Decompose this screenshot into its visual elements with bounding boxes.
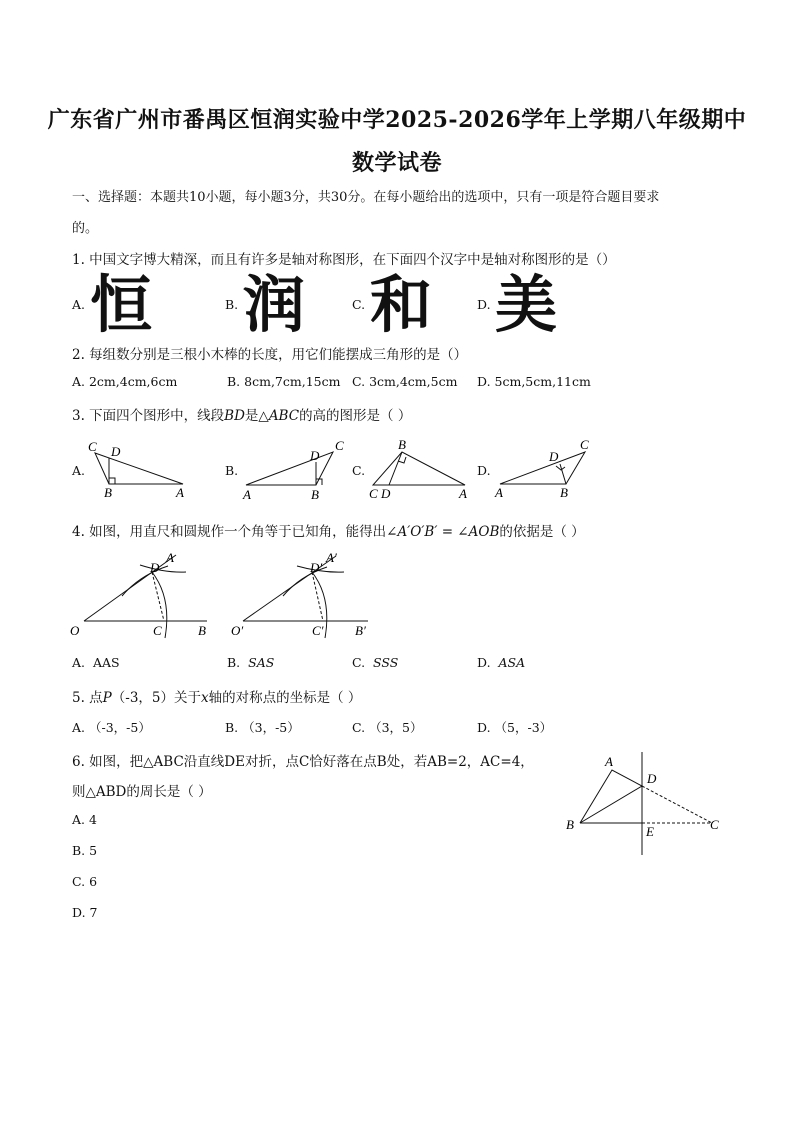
q5-stem-pre: 5. 点 <box>72 690 103 706</box>
q6-vertex-e: E <box>646 824 654 839</box>
q3d-vertex-b: B <box>560 485 568 500</box>
q4f2-vertex-a: A′ <box>326 550 337 565</box>
q3c-vertex-d: D <box>381 486 391 501</box>
q4-option-a-text: AAS <box>92 655 120 670</box>
q4f1-vertex-a: A <box>166 550 174 565</box>
q4f1-vertex-d: D <box>150 560 160 575</box>
q3a-vertex-a: A <box>176 485 184 500</box>
q5-option-a[interactable]: A. （-3，-5） <box>72 720 151 735</box>
q3d-vertex-d: D <box>549 449 559 464</box>
q3d-vertex-c: C <box>580 437 589 452</box>
q4-stem-pre: 4. 如图，用直尺和圆规作一个角等于已知角，能得出 <box>72 524 387 540</box>
q4-option-c-text: SSS <box>373 655 399 670</box>
q5-option-d[interactable]: D. （5，-3） <box>477 720 553 735</box>
q3-stem-pre: 3. 下面四个图形中，线段 <box>72 408 225 424</box>
q6-vertex-a: A <box>605 754 613 769</box>
q1-option-d-char: 美 <box>495 268 558 341</box>
q5-stem-x: x <box>201 690 209 706</box>
q4f1-vertex-b: B <box>198 623 206 638</box>
q3-figure-a <box>95 453 183 484</box>
exam-title: 广东省广州市番禺区恒润实验中学2025-2026学年上学期八年级期中 <box>47 107 747 133</box>
q4f2-vertex-c: C′ <box>312 623 324 638</box>
q3-stem-mid: 是△ <box>244 408 269 424</box>
q4-option-b-text: SAS <box>248 655 275 670</box>
q1-option-b-char: 润 <box>243 268 306 341</box>
q2-option-c[interactable]: C. 3cm,4cm,5cm <box>352 374 458 389</box>
q4-stem-formula: ∠A′O′B′ = ∠AOB <box>386 524 500 540</box>
q4f1-vertex-o: O <box>70 623 80 638</box>
q6-option-b[interactable]: B. 5 <box>72 843 98 858</box>
q4f2-vertex-o: O′ <box>231 623 244 638</box>
q3a-vertex-d: D <box>111 444 121 459</box>
q3-option-c-label[interactable]: C. <box>352 463 366 478</box>
q3c-vertex-c: C <box>369 486 378 501</box>
q1-option-a-char: 恒 <box>90 268 153 341</box>
q4-option-b-label: B. <box>227 655 241 670</box>
q4f2-vertex-b: B′ <box>355 623 366 638</box>
q5-option-b[interactable]: B. （3，-5） <box>225 720 300 735</box>
q6-vertex-d: D <box>647 771 657 786</box>
q3-figure-d <box>500 452 585 484</box>
q3a-vertex-c: C <box>88 439 97 454</box>
q3b-vertex-a: A <box>243 487 251 502</box>
q3c-vertex-b: B <box>398 437 406 452</box>
q2-option-d[interactable]: D. 5cm,5cm,11cm <box>477 374 591 389</box>
q4-option-a-label: A. <box>72 655 86 670</box>
q5-stem-post: 轴的对称点的坐标是（ ） <box>208 690 362 706</box>
q5-option-c[interactable]: C. （3，5） <box>352 720 423 735</box>
q1-option-c-char: 和 <box>370 268 433 341</box>
q1-option-d-label[interactable]: D. <box>477 297 491 312</box>
q3-figure-b <box>246 452 333 485</box>
q3-option-d-label[interactable]: D. <box>477 463 491 478</box>
q4-option-b[interactable] <box>227 655 274 670</box>
q4-option-d-label: D. <box>477 655 491 670</box>
q6-stem-line1: 6. 如图，把△ABC沿直线DE对折，点C恰好落在点B处，若AB=2，AC=4， <box>72 754 534 770</box>
q5-stem-p: P <box>102 690 112 706</box>
q4-option-c-label: C. <box>352 655 366 670</box>
q4-option-c[interactable] <box>352 655 398 670</box>
q5-stem <box>72 686 361 706</box>
q1-stem: 1. 中国文字博大精深，而且有许多是轴对称图形，在下面四个汉字中是轴对称图形的是（） <box>72 252 616 268</box>
q4-figure-2 <box>243 556 368 638</box>
q3b-vertex-b: B <box>311 487 319 502</box>
q4-stem <box>72 520 585 540</box>
q3d-vertex-a: A <box>495 485 503 500</box>
section-instructions-line2: 的。 <box>72 221 99 236</box>
q3-option-a-label[interactable]: A. <box>72 463 86 478</box>
q5-stem-mid: （-3，5）关于 <box>111 690 202 706</box>
q6-vertex-b: B <box>566 817 574 832</box>
q4-option-d-text: ASA <box>498 655 526 670</box>
q3b-vertex-d: D <box>310 448 320 463</box>
q6-option-a[interactable]: A. 4 <box>72 812 97 827</box>
q4f1-vertex-c: C <box>153 623 162 638</box>
q3a-vertex-b: B <box>104 485 112 500</box>
section-instructions-line1: 一、选择题：本题共10小题，每小题3分，共30分。在每小题给出的选项中，只有一项是符合题目要求 <box>72 190 660 205</box>
q6-option-c[interactable]: C. 6 <box>72 874 98 889</box>
q6-vertex-c: C <box>710 817 719 832</box>
q1-option-a-label[interactable]: A. <box>72 297 86 312</box>
q3-figure-c <box>373 452 465 485</box>
q4-option-a[interactable] <box>72 655 120 670</box>
q3-stem-bd: BD <box>224 408 245 424</box>
q3b-vertex-c: C <box>335 438 344 453</box>
q3-stem-post: 的高的图形是（ ） <box>299 408 412 424</box>
q3-option-b-label[interactable]: B. <box>225 463 239 478</box>
q4f2-vertex-d: D′ <box>310 560 323 575</box>
q4-stem-post: 的依据是（ ） <box>499 524 585 540</box>
q6-stem-line2: 则△ABD的周长是（ ） <box>72 784 212 800</box>
q4-option-d[interactable] <box>477 655 525 670</box>
q2-option-a[interactable]: A. 2cm,4cm,6cm <box>72 374 178 389</box>
q4-figure-1 <box>84 555 207 638</box>
q2-stem: 2. 每组数分别是三根小木棒的长度，用它们能摆成三角形的是（） <box>72 347 468 363</box>
q1-option-c-label[interactable]: C. <box>352 297 366 312</box>
q3c-vertex-a: A <box>459 486 467 501</box>
q6-figure <box>580 752 712 855</box>
exam-subtitle: 数学试卷 <box>351 150 442 176</box>
q1-option-b-label[interactable]: B. <box>225 297 239 312</box>
q3-stem-abc: ABC <box>268 408 300 424</box>
q2-option-b[interactable]: B. 8cm,7cm,15cm <box>227 374 341 389</box>
q6-option-d[interactable]: D. 7 <box>72 905 98 920</box>
